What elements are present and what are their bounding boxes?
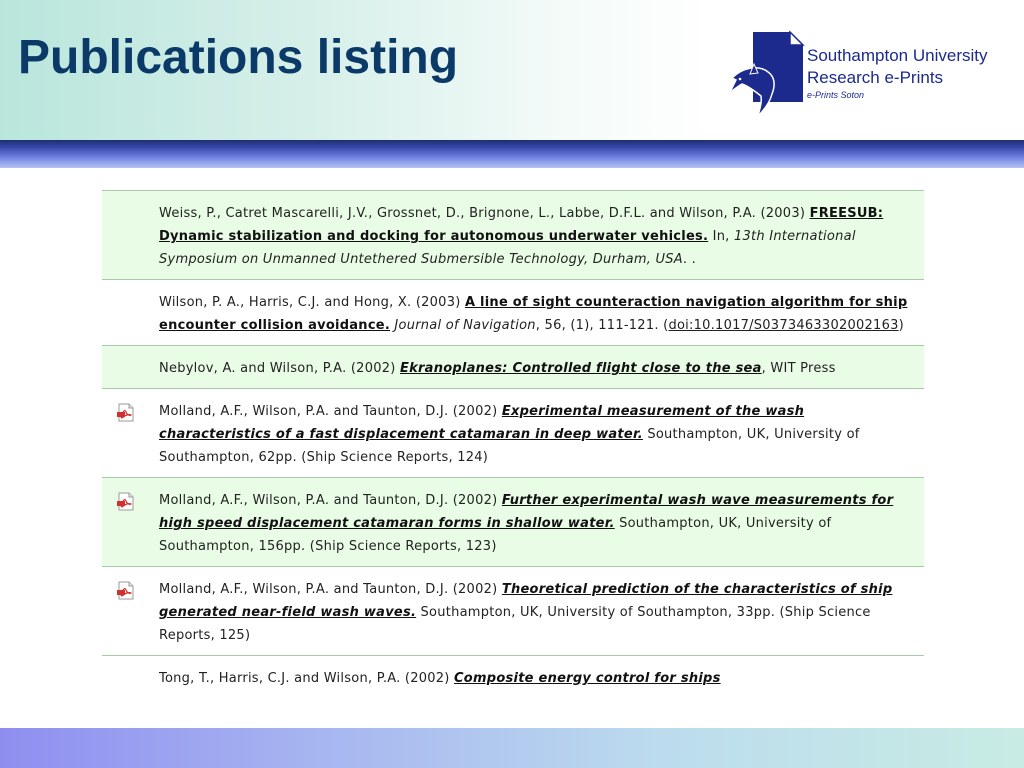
logo-line-soton: e-Prints Soton: [807, 90, 865, 100]
entry-authors: Wilson, P. A., Harris, C.J. and Hong, X. (2003): [159, 295, 461, 310]
publication-title-link[interactable]: Ekranoplanes: Controlled flight close to the sea: [399, 361, 762, 376]
logo-text: [807, 45, 987, 102]
entry-authors: Nebylov, A. and Wilson, P.A. (2002): [159, 361, 396, 376]
entry-tail: Southampton, UK, University of Southampton, 156pp. (Ship Science Reports, 123): [159, 516, 832, 554]
pdf-icon[interactable]: [116, 403, 136, 422]
entry-tail: . .: [682, 252, 697, 267]
logo-line-university: Southampton University: [807, 46, 988, 65]
list-item: [102, 567, 924, 656]
entry-journal: Journal of Navigation: [394, 318, 536, 333]
entry-venue: 13th International Symposium on Unmanned Untethered Submersible Technology, Durham, USA: [159, 229, 856, 267]
logo-line-eprints: Research e-Prints: [807, 68, 944, 87]
slide-footer: [0, 728, 1024, 768]
entry-authors: Molland, A.F., Wilson, P.A. and Taunton, D.J. (2002): [159, 493, 498, 508]
entry-tail: Southampton, UK, University of Southampton, 33pp. (Ship Science Reports, 125): [159, 605, 871, 643]
publication-title-link[interactable]: FREESUB: Dynamic stabilization and docking for autonomous underwater vehicles.: [159, 206, 884, 244]
publication-title-link[interactable]: Composite energy control for ships: [454, 671, 721, 686]
publications-list: [102, 190, 924, 686]
entry-authors: Tong, T., Harris, C.J. and Wilson, P.A. (2002): [159, 671, 450, 686]
entry-tail: Southampton, UK, University of Southampton, 62pp. (Ship Science Reports, 124): [159, 427, 860, 465]
entry-authors: Weiss, P., Catret Mascarelli, J.V., Grossnet, D., Brignone, L., Labbe, D.F.L. and Wilson, P.A. (2003): [159, 206, 806, 221]
publication-title-link[interactable]: Experimental measurement of the wash characteristics of a fast displacement catamaran in deep water.: [159, 404, 805, 442]
entry-in: In,: [712, 229, 730, 244]
list-item: [102, 656, 924, 686]
list-item: [102, 280, 924, 346]
list-item: [102, 389, 924, 478]
entry-tail: , WIT Press: [761, 361, 836, 376]
slide-header: [0, 0, 1024, 140]
publication-title-link[interactable]: Further experimental wash wave measurements for high speed displacement catamaran forms in shallow water.: [159, 493, 894, 531]
list-item: [102, 346, 924, 389]
pdf-icon[interactable]: [116, 492, 136, 511]
pdf-icon[interactable]: [116, 581, 136, 600]
list-item: [102, 191, 924, 280]
entry-details: , 56, (1), 111-121. (: [535, 318, 669, 333]
page-title: Publications listing: [18, 31, 459, 84]
entry-close: ): [898, 318, 904, 333]
eprints-logo: [728, 30, 1018, 120]
entry-authors: Molland, A.F., Wilson, P.A. and Taunton, D.J. (2002): [159, 404, 498, 419]
doi-link[interactable]: doi:10.1017/S0373463302002163: [668, 318, 899, 333]
dolphin-logo-icon: [728, 30, 808, 120]
entry-authors: Molland, A.F., Wilson, P.A. and Taunton, D.J. (2002): [159, 582, 498, 597]
header-band: [0, 140, 1024, 168]
list-item: [102, 478, 924, 567]
publication-title-link[interactable]: A line of sight counteraction navigation algorithm for ship encounter collision avoidance.: [159, 295, 908, 333]
publication-title-link[interactable]: Theoretical prediction of the characteristics of ship generated near-field wash waves.: [159, 582, 893, 620]
